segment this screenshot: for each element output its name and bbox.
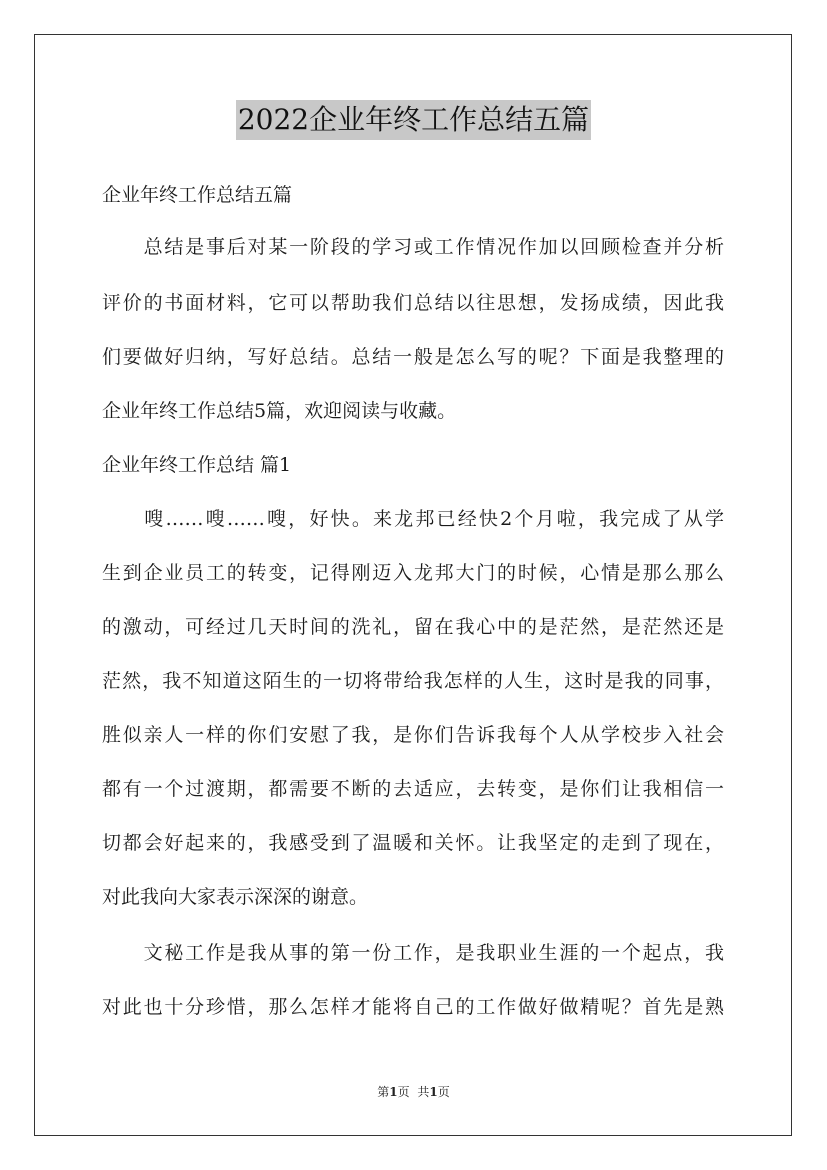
footer-page-prefix: 第: [377, 1085, 390, 1099]
body-line: 评价的书面材料，它可以帮助我们总结以往思想，发扬成绩，因此我: [102, 292, 724, 314]
body-line: 企业年终工作总结5篇，欢迎阅读与收藏。: [102, 400, 457, 422]
footer-total-pages: 1: [429, 1085, 438, 1099]
body-line: 对此我向大家表示深深的谢意。: [102, 886, 369, 908]
title-container: [0, 100, 827, 140]
body-line: 们要做好归纳，写好总结。总结一般是怎么写的呢？下面是我整理的: [102, 346, 724, 368]
footer-page-suffix: 页: [397, 1085, 410, 1099]
body-line: 胜似亲人一样的你们安慰了我，是你们告诉我每个人从学校步入社会: [102, 724, 724, 746]
body-line: 嗖……嗖……嗖，好快。来龙邦已经快2个月啦，我完成了从学: [102, 508, 724, 530]
body-line: 都有一个过渡期，都需要不断的去适应，去转变，是你们让我相信一: [102, 778, 724, 800]
body-line: 文秘工作是我从事的第一份工作，是我职业生涯的一个起点，我: [102, 942, 724, 964]
body-line: 生到企业员工的转变，记得刚迈入龙邦大门的时候，心情是那么那么: [102, 562, 724, 584]
footer-page-number: 1: [389, 1085, 398, 1099]
footer-total-prefix: 共: [417, 1085, 430, 1099]
body-line: 茫然，我不知道这陌生的一切将带给我怎样的人生，这时是我的同事，: [102, 670, 724, 692]
body-line: 对此也十分珍惜，那么怎样才能将自己的工作做好做精呢？首先是熟: [102, 996, 724, 1018]
body-line: 总结是事后对某一阶段的学习或工作情况作加以回顾检查并分析: [102, 236, 724, 258]
page-footer: [0, 1084, 827, 1100]
section-heading: 企业年终工作总结五篇: [102, 184, 293, 206]
section-heading: 企业年终工作总结 篇1: [102, 454, 292, 476]
footer-total-suffix: 页: [437, 1085, 450, 1099]
body-line: 的激动，可经过几天时间的洗礼，留在我心中的是茫然，是茫然还是: [102, 616, 724, 638]
document-title: 2022企业年终工作总结五篇: [236, 100, 591, 140]
body-line: 切都会好起来的，我感受到了温暖和关怀。让我坚定的走到了现在，: [102, 832, 724, 854]
